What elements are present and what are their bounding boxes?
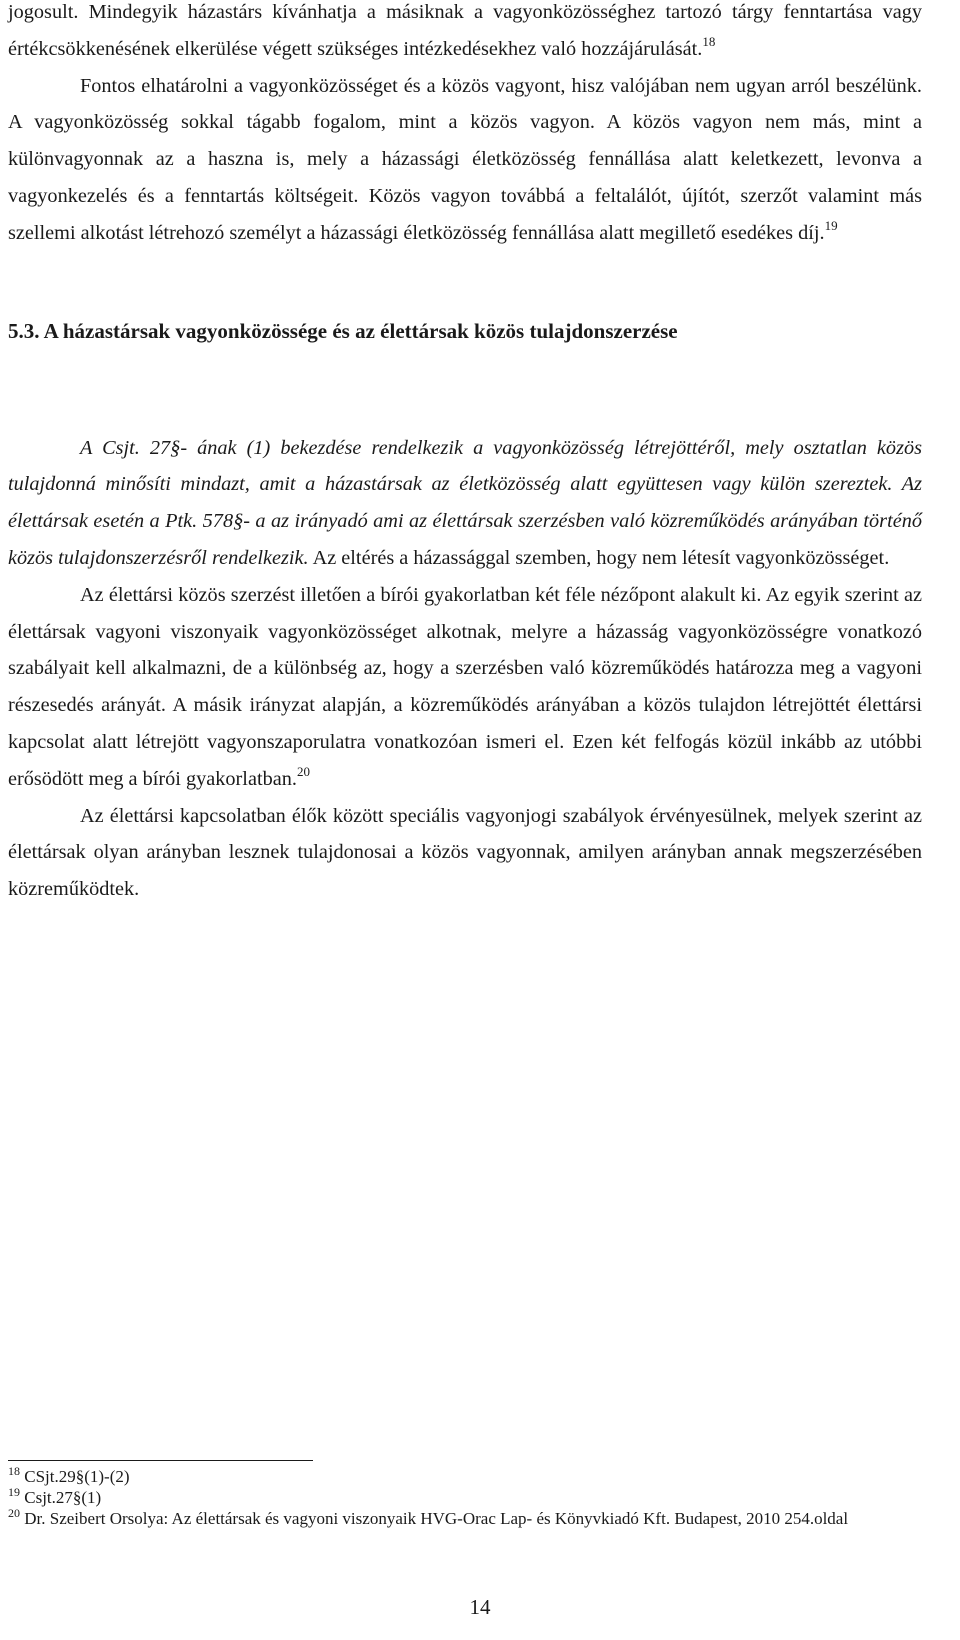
paragraph-3-text: Az eltérés a házassággal szemben, hogy nem létesít vagyonközösséget.: [308, 546, 890, 569]
paragraph-5-text: Az élettársi kapcsolatban élők között speciális vagyonjogi szabályok érvényesülnek, melyek szerint az élettársak olyan arányban lesznek tulajdonosai a közös vagyonnak, amilyen arányban annak megszerzésében közreműködtek.: [8, 804, 922, 901]
footnote-ref-20[interactable]: 20: [296, 763, 310, 779]
footnote-number: 19: [8, 1485, 20, 1499]
paragraph-1-text: jogosult. Mindegyik házastárs kívánhatja a másiknak a vagyonközösséghez tartozó tárgy fenntartása vagy értékcsökkenésének elkerülése végett szükséges intézkedésekhez való hozzájárulását.: [8, 1, 922, 60]
footnote-18: [8, 1466, 922, 1487]
footnote-20: [8, 1508, 922, 1529]
paragraph-4: [8, 577, 922, 798]
footnote-text: Csjt.27§(1): [20, 1488, 102, 1507]
paragraph-3: [8, 430, 922, 577]
page-number: 14: [469, 1595, 491, 1619]
paragraph-2-text: Fontos elhatárolni a vagyonközösséget és a közös vagyont, hisz valójában nem ugyan arról beszélünk. A vagyonközösség sokkal tágabb fogalom, mint a közös vagyon. A közös vagyon nem más, mint a különvagyonnak az a haszna is, mely a házassági életközösség fennállása alatt keletkezett, levonva a vagyonkezelés és a fenntartás költségeit. Közös vagyon továbbá a feltalálót, újítót, szerzőt valamint más szellemi alkotást létrehozó személyt a házassági életközösség fennállása alatt megillető esedékes díj.: [8, 74, 922, 244]
section-heading: 5.3. A házastársak vagyonközössége és az élettársak közös tulajdonszerzése: [8, 318, 678, 343]
footnote-ref-18[interactable]: 18: [702, 33, 716, 49]
footnote-ref-19[interactable]: 19: [824, 217, 838, 233]
footnotes: [8, 1466, 922, 1529]
footnote-text: Dr. Szeibert Orsolya: Az élettársak és vagyoni viszonyaik HVG-Orac Lap- és Könyvkiadó Kft. Budapest, 2010 254.oldal: [20, 1509, 849, 1528]
footnote-text: CSjt.29§(1)-(2): [20, 1467, 130, 1486]
paragraph-1: [8, 0, 922, 68]
body-text: [8, 0, 922, 908]
paragraph-5: [8, 798, 922, 908]
footnote-number: 18: [8, 1464, 20, 1478]
paragraph-3-italic-text: A Csjt. 27§- ának (1) bekezdése rendelkezik a vagyonközösség létrejöttéről, mely osztatlan közös tulajdonná minősíti mindazt, amit a házastársak az életközösség alatt együttesen vagy külön szereztek. Az élettársak esetén a Ptk. 578§- a az irányadó ami az élettársak szerzésben való közreműködés arányában történő közös tulajdonszerzésről rendelkezik.: [8, 436, 922, 569]
paragraph-4-text: Az élettársi közös szerzést illetően a bírói gyakorlatban két féle nézőpont alakult ki. Az egyik szerint az élettársak vagyoni viszonyaik vagyonközösséget alkotnak, melyre a házasság vagyonközösségre vonatkozó szabályait kell alkalmazni, de a különbség az, hogy a szerzésben való közreműködés határozza meg a vagyoni részesedés arányát. A másik irányzat alapján, a közreműködés arányában a közös tulajdon létrejöttét élettársi kapcsolat alatt létrejött vagyonszaporulatra vonatkozóan ismeri el. Ezen két felfogás közül inkább az utóbbi erősödött meg a bírói gyakorlatban.: [8, 583, 922, 790]
paragraph-2: [8, 68, 922, 252]
footnote-number: 20: [8, 1506, 20, 1520]
footnote-19: [8, 1487, 922, 1508]
footnote-separator: [8, 1460, 313, 1461]
